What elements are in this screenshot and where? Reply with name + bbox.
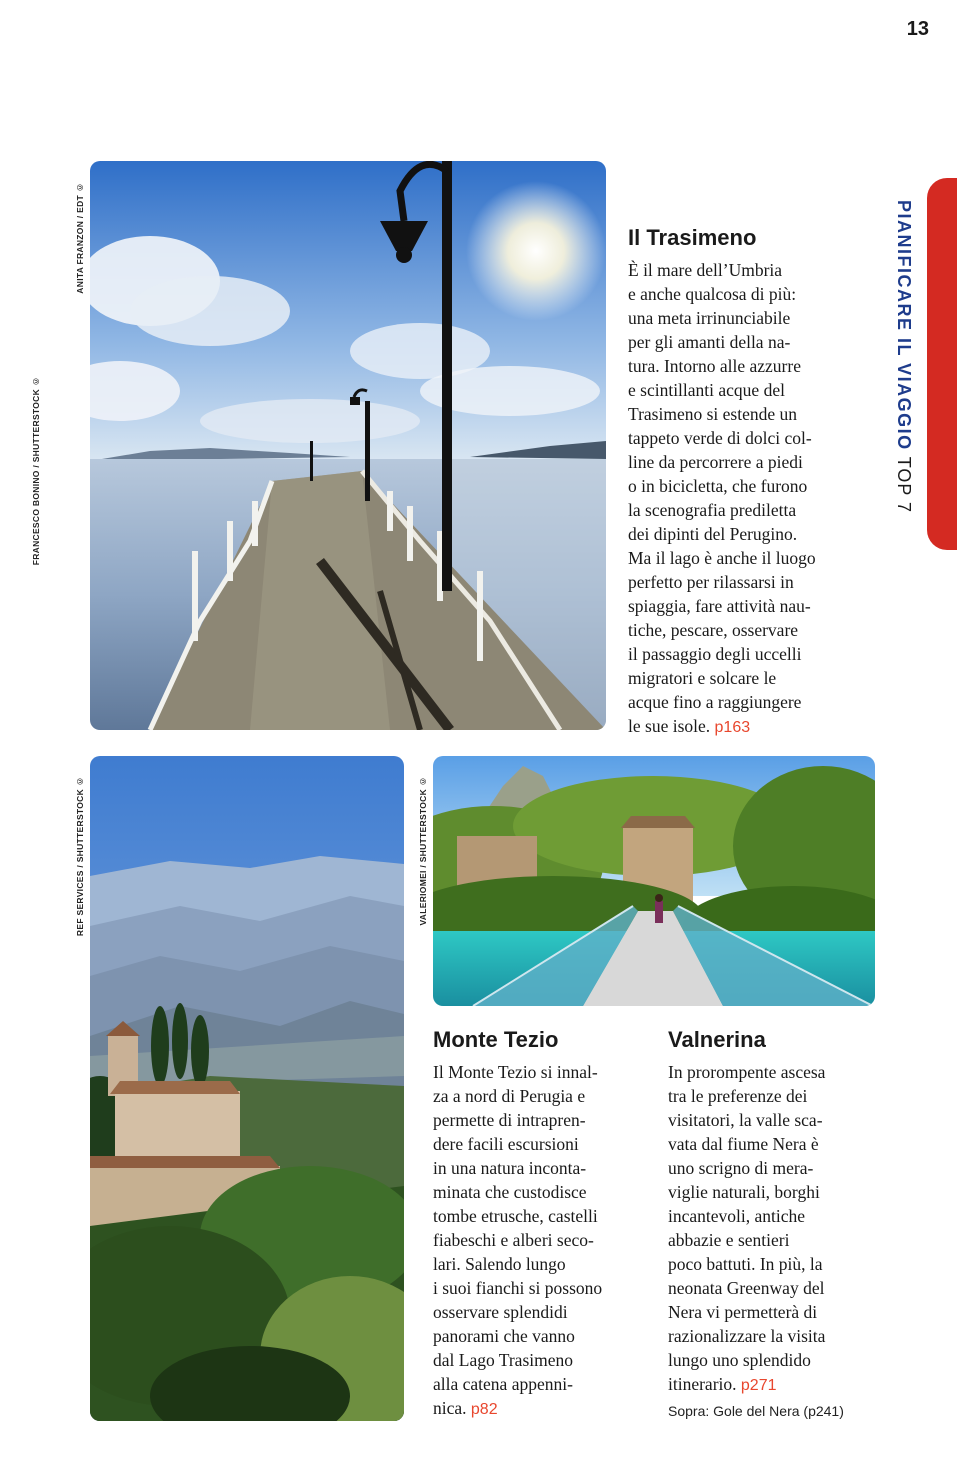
text-line	[668, 1252, 888, 1276]
text-line-content: le sue isole.	[628, 716, 711, 736]
text-line	[628, 690, 878, 714]
text-line	[628, 522, 878, 546]
text-line-content: osservare splendidi	[433, 1302, 568, 1322]
subsection-name: TOP 7	[894, 456, 914, 514]
text-line	[433, 1108, 653, 1132]
text-line	[628, 378, 878, 402]
monte-tezio-text	[433, 1060, 653, 1422]
text-line-content: incantevoli, antiche	[668, 1206, 806, 1226]
text-line	[433, 1180, 653, 1204]
text-line	[668, 1300, 888, 1324]
text-line	[433, 1252, 653, 1276]
text-line-content: dal Lago Trasimeno	[433, 1350, 573, 1370]
text-line-content: in una natura inconta-	[433, 1158, 587, 1178]
text-line-content: tappeto verde di dolci col-	[628, 428, 812, 448]
text-line	[433, 1276, 653, 1300]
valnerina-photo	[433, 756, 875, 1006]
text-line	[628, 426, 878, 450]
trasimeno-text	[628, 258, 878, 740]
text-line-content: acque fino a raggiungere	[628, 692, 802, 712]
text-line-content: tra le preferenze dei	[668, 1086, 808, 1106]
text-line	[668, 1228, 888, 1252]
text-line-content: e scintillanti acque del	[628, 380, 785, 400]
text-line	[433, 1132, 653, 1156]
text-line	[433, 1396, 653, 1422]
text-line-content: vata dal fiume Nera è	[668, 1134, 819, 1154]
text-line-content: panorami che vanno	[433, 1326, 575, 1346]
text-line-content: la scenografia prediletta	[628, 500, 797, 520]
trasimeno-pier-photo	[90, 161, 606, 730]
photo-credit-valnerina: VALERIOMEI / SHUTTERSTOCK ©	[418, 776, 428, 926]
text-line	[668, 1372, 888, 1398]
text-line-content: per gli amanti della na-	[628, 332, 791, 352]
text-line-content: line da percorrere a piedi	[628, 452, 803, 472]
text-line-content: minata che custodisce	[433, 1182, 587, 1202]
text-line-content: uno scrigno di mera-	[668, 1158, 814, 1178]
text-line-content: lungo uno splendido	[668, 1350, 811, 1370]
section-tab	[927, 178, 957, 550]
section-tab-label	[893, 200, 914, 513]
text-line-content: fiabeschi e alberi seco-	[433, 1230, 594, 1250]
text-line-content: i suoi fianchi si possono	[433, 1278, 603, 1298]
text-line-content: Trasimeno si estende un	[628, 404, 797, 424]
text-line-content: tombe etrusche, castelli	[433, 1206, 598, 1226]
section-name: PIANIFICARE IL VIAGGIO	[894, 200, 914, 451]
text-line	[628, 714, 878, 740]
text-line-content: tura. Intorno alle azzurre	[628, 356, 801, 376]
text-line-content: itinerario.	[668, 1374, 737, 1394]
monte-tezio-title: Monte Tezio	[433, 1027, 559, 1052]
page-reference-link[interactable]: p82	[470, 1401, 498, 1418]
text-line	[628, 282, 878, 306]
text-line	[628, 330, 878, 354]
text-line	[628, 570, 878, 594]
text-line	[668, 1180, 888, 1204]
text-line-content: abbazie e sentieri	[668, 1230, 790, 1250]
text-line-content: una meta irrinunciabile	[628, 308, 791, 328]
text-line-content: visitatori, la valle sca-	[668, 1110, 823, 1130]
text-line	[433, 1060, 653, 1084]
text-line-content: viglie naturali, borghi	[668, 1182, 820, 1202]
text-line-content: o in bicicletta, che furono	[628, 476, 808, 496]
text-line	[628, 402, 878, 426]
valnerina-title: Valnerina	[668, 1027, 766, 1052]
text-line	[668, 1276, 888, 1300]
valnerina-caption: Sopra: Gole del Nera (p241)	[668, 1403, 844, 1419]
text-line-content: razionalizzare la visita	[668, 1326, 826, 1346]
text-line-content: Nera vi permetterà di	[668, 1302, 818, 1322]
text-line	[668, 1324, 888, 1348]
valnerina-text	[668, 1060, 888, 1398]
text-line-content: neonata Greenway del	[668, 1278, 825, 1298]
text-line	[433, 1324, 653, 1348]
text-line-content: tiche, pescare, osservare	[628, 620, 799, 640]
text-line-content: nica.	[433, 1398, 467, 1418]
page-reference-link[interactable]: p271	[740, 1377, 777, 1394]
text-line	[628, 594, 878, 618]
text-line	[628, 498, 878, 522]
text-line-content: dei dipinti del Perugino.	[628, 524, 798, 544]
text-line-content: spiaggia, fare attività nau-	[628, 596, 811, 616]
text-line	[668, 1348, 888, 1372]
text-line	[433, 1084, 653, 1108]
text-line	[628, 258, 878, 282]
photo-credit-tezio: REF SERVICES / SHUTTERSTOCK ©	[75, 776, 85, 937]
text-line-content: lari. Salendo lungo	[433, 1254, 566, 1274]
photo-credit-trasimeno-2: FRANCESCO BONINO / SHUTTERSTOCK ©	[31, 376, 41, 566]
text-line-content: za a nord di Perugia e	[433, 1086, 586, 1106]
page-reference-link[interactable]: p163	[714, 719, 751, 736]
text-line-content: alla catena appenni-	[433, 1374, 573, 1394]
text-line	[628, 474, 878, 498]
text-line-content: il passaggio degli uccelli	[628, 644, 802, 664]
trasimeno-title: Il Trasimeno	[628, 225, 757, 250]
text-line-content: In prorompente ascesa	[668, 1062, 826, 1082]
text-line	[668, 1132, 888, 1156]
text-line	[628, 450, 878, 474]
text-line-content: Ma il lago è anche il luogo	[628, 548, 816, 568]
text-line-content: Il Monte Tezio si innal-	[433, 1062, 598, 1082]
text-line	[628, 354, 878, 378]
page-number: 13	[906, 18, 929, 40]
text-line	[628, 642, 878, 666]
text-line-content: perfetto per rilassarsi in	[628, 572, 794, 592]
text-line	[433, 1156, 653, 1180]
text-line	[433, 1300, 653, 1324]
text-line-content: dere facili escursioni	[433, 1134, 579, 1154]
text-line	[433, 1228, 653, 1252]
text-line	[668, 1108, 888, 1132]
text-line	[668, 1156, 888, 1180]
text-line	[668, 1060, 888, 1084]
text-line	[433, 1372, 653, 1396]
photo-credit-trasimeno-1: ANITA FRANZON / EDT ©	[75, 182, 85, 294]
text-line	[433, 1348, 653, 1372]
text-line	[628, 618, 878, 642]
text-line-content: e anche qualcosa di più:	[628, 284, 797, 304]
text-line	[668, 1084, 888, 1108]
text-line	[628, 666, 878, 690]
text-line	[628, 306, 878, 330]
text-line	[433, 1204, 653, 1228]
text-line-content: migratori e solcare le	[628, 668, 777, 688]
text-line-content: È il mare dell’Umbria	[628, 260, 783, 280]
text-line	[628, 546, 878, 570]
text-line-content: poco battuti. In più, la	[668, 1254, 823, 1274]
text-line	[668, 1204, 888, 1228]
text-line-content: permette di intrapren-	[433, 1110, 586, 1130]
monte-tezio-photo	[90, 756, 404, 1421]
